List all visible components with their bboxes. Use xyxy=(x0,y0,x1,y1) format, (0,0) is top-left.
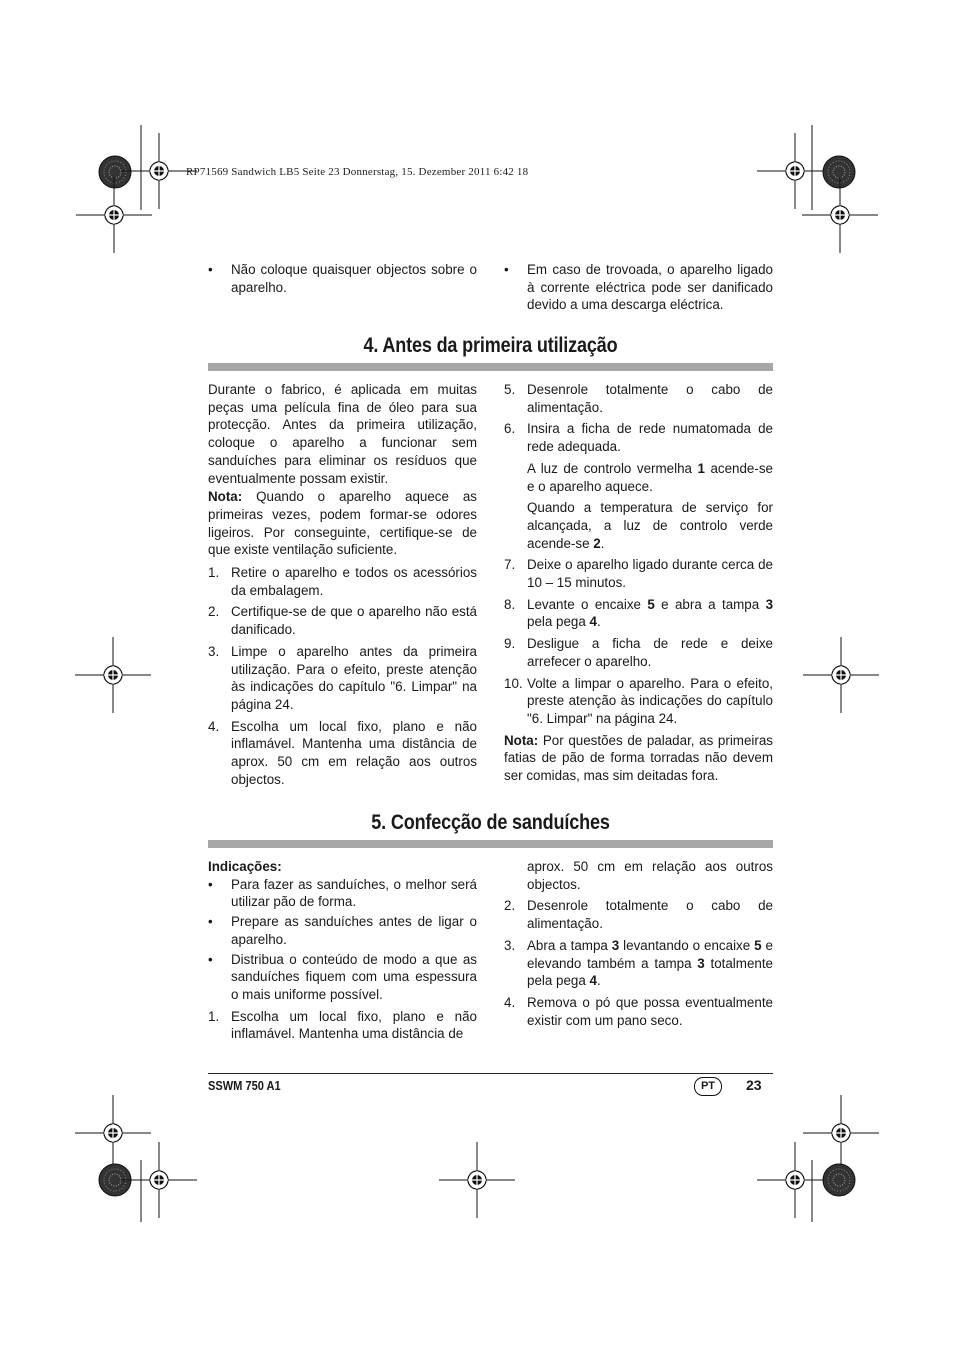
step-continuation: aprox. 50 cm em relação aos outros objectos. xyxy=(527,859,773,892)
list-item: • Prepare as sanduíches antes de ligar o aparelho. xyxy=(208,914,477,947)
section4-left-column xyxy=(208,381,477,792)
list-item: • Para fazer as sanduíches, o melhor será utilizar pão de forma. xyxy=(208,876,477,910)
step-detail: Quando a temperatura de serviço for alcançada, a luz de controlo verde acende-se 2. xyxy=(527,500,773,551)
note-paragraph: Nota: Por questões de paladar, as primeiras fatias de pão de forma torradas não devem ser comidas, mas sim deitadas fora. xyxy=(504,732,773,784)
crosshair-icon xyxy=(75,637,151,713)
steps-list xyxy=(208,564,477,788)
step-detail: A luz de controlo vermelha 1 acende-se e o aparelho aquece. xyxy=(527,460,773,494)
list-item: 4. Remova o pó que possa eventualmente existir com um pano seco. xyxy=(504,994,773,1028)
crosshair-icon xyxy=(803,637,879,713)
crosshair-icon xyxy=(803,1095,879,1171)
list-item: • Em caso de trovoada, o aparelho ligado à corrente eléctrica pode ser danificado devido a uma descarga eléctrica. xyxy=(504,262,773,313)
crosshair-icon xyxy=(439,1142,515,1218)
footer-rule xyxy=(208,1073,773,1074)
indications-label: Indicações: xyxy=(208,859,282,874)
section-title: 4. Antes da primeira utilização xyxy=(363,334,618,357)
top-left-column xyxy=(208,261,477,300)
section-title: 5. Confecção de sanduíches xyxy=(371,811,610,834)
list-item: 1. Escolha um local fixo, plano e não inflamável. Mantenha uma distância de xyxy=(208,1008,477,1042)
language-badge: PT xyxy=(694,1077,722,1096)
list-item: 3. Abra a tampa 3 levantando o encaixe 5 e elevando também a tampa 3 totalmente pela pega 4. xyxy=(504,937,774,989)
section5-left-column xyxy=(208,858,477,1047)
crosshair-icon xyxy=(121,1142,197,1218)
list-item: • Não coloque quaisquer objectos sobre o aparelho. xyxy=(208,262,477,295)
top-right-column xyxy=(504,261,773,318)
section-divider xyxy=(208,363,773,371)
list-item: 2. Desenrole totalmente o cabo de alimentação. xyxy=(504,898,773,932)
list-item: 5. Desenrole totalmente o cabo de alimentação. xyxy=(504,382,773,415)
list-item: • Distribua o conteúdo de modo a que as sanduíches fiquem com uma espessura o mais uniforme possível. xyxy=(208,951,477,1002)
list-item: 9. Desligue a ficha de rede e deixe arrefecer o aparelho. xyxy=(504,636,773,669)
list-item: 2. Certifique-se de que o aparelho não está danificado. xyxy=(208,604,477,638)
list-item: 8. Levante o encaixe 5 e abra a tampa 3 pela pega 4. xyxy=(504,596,774,630)
star-target-icon xyxy=(99,156,131,188)
section4-right-column xyxy=(504,381,773,785)
intro-paragraph: Durante o fabrico, é aplicada em muitas peças uma película fina de óleo para sua protecção. Antes da primeira utilização, coloque o aparelho a funcionar sem sanduíches para eliminar os resíduos que eventualmente possam existir. xyxy=(208,382,477,486)
star-target-icon xyxy=(823,156,855,188)
list-item: 3. Limpe o aparelho antes da primeira utilização. Para o efeito, preste atenção às indicações do capítulo "6. Limpar" na página 24. xyxy=(208,643,477,712)
crosshair-icon xyxy=(757,1142,833,1218)
crosshair-icon xyxy=(75,1095,151,1171)
section-divider xyxy=(208,840,773,848)
crosshair-icon xyxy=(757,133,833,209)
list-item: 4. Escolha um local fixo, plano e não inflamável. Mantenha uma distância de aprox. 50 cm em relação aos outros objectos. xyxy=(208,718,477,787)
model-number: SSWM 750 A1 xyxy=(208,1078,281,1093)
page-number: 23 xyxy=(746,1077,762,1093)
list-item: 7. Deixe o aparelho ligado durante cerca de 10 – 15 minutos. xyxy=(504,557,773,591)
note-paragraph: Nota: Quando o aparelho aquece as primeiras vezes, podem formar-se odores ligeiros. Por conseguinte, certifique-se de que existe ventilação suficiente. xyxy=(208,489,477,558)
list-item: 1. Retire o aparelho e todos os acessórios da embalagem. xyxy=(208,565,477,598)
print-info: RP71569 Sandwich LB5 Seite 23 Donnerstag, 15. Dezember 2011 6:42 18 xyxy=(186,166,529,178)
list-item: 6. Insira a ficha de rede numatomada de rede adequada. xyxy=(504,421,773,455)
star-target-icon xyxy=(823,1164,855,1196)
crosshair-icon xyxy=(802,177,878,253)
list-item: 10. Volte a limpar o aparelho. Para o efeito, preste atenção às indicações do capítulo "6. Limpar" na página 24. xyxy=(504,675,773,726)
section5-right-column xyxy=(504,858,773,1033)
